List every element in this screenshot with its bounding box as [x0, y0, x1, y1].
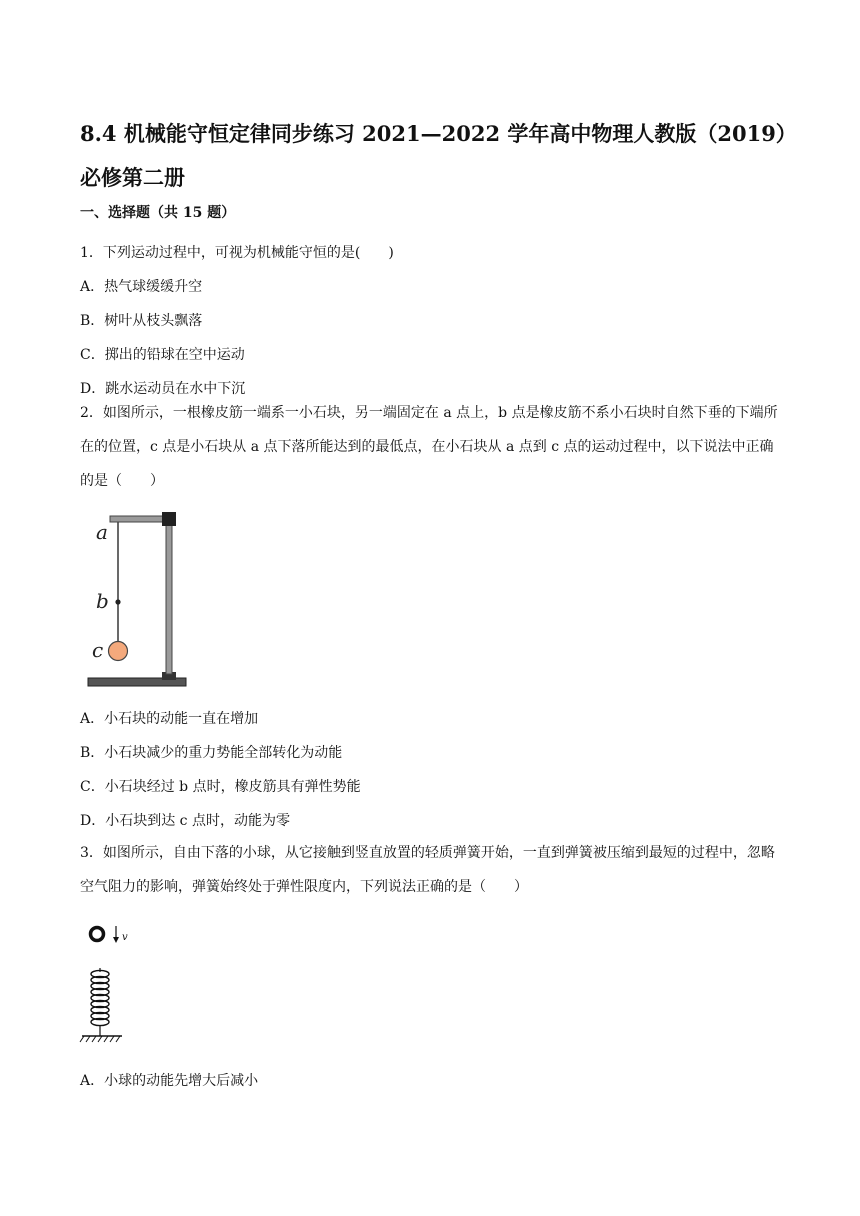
falling-ball-spring-figure: [78, 920, 138, 1050]
label-c: c: [92, 638, 104, 662]
question-3-option-a: A．小球的动能先增大后减小: [80, 1073, 259, 1089]
question-2-option-b: B．小石块减少的重力势能全部转化为动能: [80, 745, 343, 761]
velocity-label: v: [122, 932, 128, 943]
question-1-option-d: D．跳水运动员在水中下沉: [80, 381, 246, 397]
question-2-option-d: D．小石块到达 c 点时，动能为零: [80, 813, 290, 829]
question-2-option-a: A．小石块的动能一直在增加: [80, 711, 259, 727]
question-2-stem: 2．如图所示，一根橡皮筋一端系一小石块，另一端固定在 a 点上，b 点是橡皮筋不系小石块时自然下垂的下端所在的位置，c 点是小石块从 a 点下落所能达到的最低点，在小石块从 a 点到 c 点的运动过程中，以下说法中正确的是（ ）: [80, 405, 778, 489]
rubber-band-stone-figure: [84, 508, 190, 694]
label-b: b: [96, 589, 109, 613]
question-3-stem: 3．如图所示，自由下落的小球，从它接触到竖直放置的轻质弹簧开始，一直到弹簧被压缩到最短的过程中，忽略空气阻力的影响，弹簧始终处于弹性限度内，下列说法正确的是（ ）: [80, 845, 775, 895]
question-2-option-c: C．小石块经过 b 点时，橡皮筋具有弹性势能: [80, 779, 361, 795]
question-1-option-b: B．树叶从枝头飘落: [80, 313, 203, 329]
page-title: 8.4 机械能守恒定律同步练习 2021—2022 学年高中物理人教版（2019）必修第二册: [80, 121, 797, 190]
section-heading: 一、选择题（共 15 题）: [80, 205, 236, 221]
question-1-option-c: C．掷出的铅球在空中运动: [80, 347, 245, 363]
label-a: a: [96, 520, 108, 544]
question-1-stem: 1．下列运动过程中，可视为机械能守恒的是( ): [80, 245, 394, 261]
question-1-option-a: A．热气球缓缓升空: [80, 279, 203, 295]
